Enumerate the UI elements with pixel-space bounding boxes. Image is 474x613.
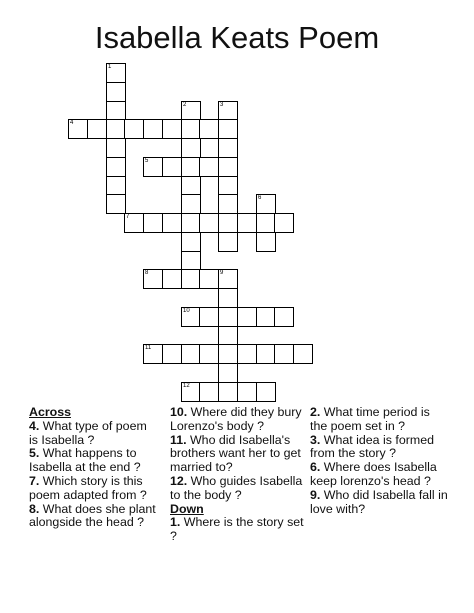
crossword-cell[interactable] [218,307,238,327]
crossword-cell[interactable] [274,213,294,233]
crossword-cell[interactable] [162,119,182,139]
clue-item [29,503,159,531]
crossword-cell[interactable] [237,382,257,402]
clue-item [170,516,310,544]
crossword-cell[interactable] [199,157,219,177]
clue-number-label: 5. [29,446,40,461]
clue-text: What does she plant alongside the head ? [29,501,156,530]
clue-number: 4 [70,120,74,126]
clue-text: What idea is formed from the story ? [310,432,434,461]
page-title: Isabella Keats Poem [94,20,380,55]
crossword-cell[interactable] [162,157,182,177]
clue-number: 10 [183,308,190,314]
clue-item [29,447,159,475]
crossword-cell[interactable] [181,101,201,121]
crossword-cell[interactable] [106,82,126,102]
clue-number: 7 [126,214,130,220]
down-heading: Down [170,501,204,516]
crossword-cell[interactable] [181,382,201,402]
clue-item [310,461,450,489]
clue-text: Who did Isabella's brothers want her to get married to? [170,432,301,475]
crossword-cell[interactable] [143,157,163,177]
crossword-cell[interactable] [218,382,238,402]
clue-number-label: 10. [170,405,188,419]
crossword-cell[interactable] [218,326,238,346]
crossword-cell[interactable] [218,101,238,121]
crossword-cell[interactable] [256,344,276,364]
clue-number-label: 11. [170,432,187,447]
clue-number-label: 8. [29,501,40,516]
crossword-cell[interactable] [106,176,126,196]
crossword-cell[interactable] [106,138,126,158]
crossword-cell[interactable] [124,119,144,139]
clue-number-label: 2. [310,405,321,419]
clue-number-label: 1. [170,515,181,530]
clue-number: 5 [145,158,149,164]
crossword-cell[interactable] [237,344,257,364]
crossword-cell[interactable] [237,307,257,327]
crossword-cell[interactable] [87,119,107,139]
clue-text: What time period is the poem set in ? [310,405,430,433]
crossword-cell[interactable] [143,269,163,289]
crossword-cell[interactable] [199,307,219,327]
clue-column-3 [310,406,450,516]
crossword-cell[interactable] [218,194,238,214]
crossword-cell[interactable] [124,213,144,233]
clue-text: Which story is this poem adapted from ? [29,473,147,502]
crossword-cell[interactable] [143,213,163,233]
crossword-cell[interactable] [181,194,201,214]
clue-number-label: 3. [310,432,321,447]
crossword-cell[interactable] [106,157,126,177]
clue-item [170,475,310,503]
across-clue-list-continued [170,406,310,503]
crossword-cell[interactable] [106,63,126,83]
crossword-cell[interactable] [181,344,201,364]
crossword-cell[interactable] [199,344,219,364]
crossword-cell[interactable] [256,382,276,402]
crossword-cell[interactable] [218,176,238,196]
crossword-cell[interactable] [218,213,238,233]
across-clue-list [29,420,159,530]
clue-number: 2 [183,102,187,108]
crossword-cell[interactable] [143,344,163,364]
clue-item [29,420,159,448]
crossword-cell[interactable] [181,269,201,289]
crossword-cell[interactable] [218,157,238,177]
crossword-cell[interactable] [181,213,201,233]
clue-number-label: 12. [170,473,188,488]
crossword-cell[interactable] [106,101,126,121]
crossword-cell[interactable] [218,138,238,158]
crossword-cell[interactable] [106,194,126,214]
clue-item [310,406,450,434]
crossword-cell[interactable] [181,138,201,158]
crossword-cell[interactable] [218,232,238,252]
crossword-cell[interactable] [162,213,182,233]
crossword-cell[interactable] [181,119,201,139]
clue-item [170,406,310,434]
crossword-cell[interactable] [293,344,313,364]
clue-text: Where did they bury Lorenzo's body ? [170,405,302,433]
clue-number: 3 [220,102,224,108]
crossword-cell[interactable] [218,344,238,364]
crossword-cell[interactable] [237,213,257,233]
clue-text: Where does Isabella keep lorenzo's head ? [310,460,437,488]
crossword-cell[interactable] [199,382,219,402]
crossword-cell[interactable] [274,344,294,364]
crossword-cell[interactable] [199,269,219,289]
crossword-cell[interactable] [274,307,294,327]
clue-column-1 [29,406,159,530]
crossword-cell[interactable] [181,157,201,177]
crossword-cell[interactable] [256,213,276,233]
crossword-cell[interactable] [181,307,201,327]
down-clue-list [170,516,310,544]
crossword-cell[interactable] [199,119,219,139]
crossword-cell[interactable] [256,307,276,327]
clue-number-label: 4. [29,418,40,433]
clue-number: 1 [108,64,112,70]
crossword-cell[interactable] [106,119,126,139]
clue-text: Where is the story set ? [170,515,304,544]
clue-text: Who did Isabella fall in love with? [310,487,448,516]
clue-item [310,434,450,462]
clue-item [310,489,450,517]
crossword-cell[interactable] [68,119,88,139]
crossword-cell[interactable] [181,232,201,252]
clue-item [29,475,159,503]
clue-column-2 [170,406,310,544]
crossword-cell[interactable] [218,119,238,139]
clue-number: 12 [183,383,190,389]
clue-number-label: 7. [29,473,40,488]
across-heading: Across [29,405,72,419]
crossword-cell[interactable] [181,251,201,271]
crossword-cell[interactable] [256,232,276,252]
clue-number: 11 [145,345,152,351]
clue-text: What type of poem is Isabella ? [29,418,147,447]
crossword-cell[interactable] [218,269,238,289]
clue-number: 9 [220,270,224,276]
crossword-cell[interactable] [162,344,182,364]
crossword-cell[interactable] [218,288,238,308]
clue-number-label: 9. [310,487,321,502]
clue-item [170,434,310,475]
clue-number: 6 [258,195,262,201]
down-clue-list-continued [310,406,450,516]
crossword-cell[interactable] [199,213,219,233]
crossword-cell[interactable] [181,176,201,196]
crossword-cell[interactable] [143,119,163,139]
clue-text: Who guides Isabella to the body ? [170,473,303,502]
crossword-cell[interactable] [162,269,182,289]
crossword-cell[interactable] [256,194,276,214]
clue-number: 8 [145,270,149,276]
clue-text: What happens to Isabella at the end ? [29,446,141,475]
crossword-cell[interactable] [218,363,238,383]
clue-number-label: 6. [310,460,321,475]
